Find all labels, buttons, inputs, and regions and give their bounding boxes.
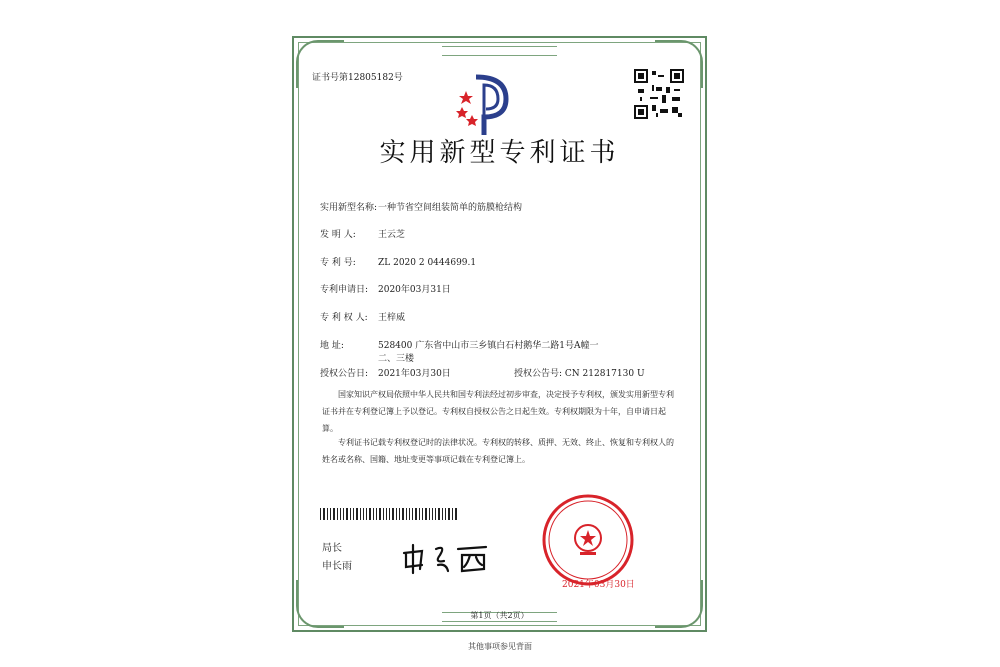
handwritten-signature [400, 541, 500, 575]
signature-title: 局长 [322, 543, 342, 554]
field-inventor [320, 227, 405, 240]
field-label: 实用新型名称: [320, 203, 378, 213]
field-label: 授权公告号: [514, 369, 563, 379]
field-label: 发 明 人: [320, 230, 356, 240]
field-value: 528400 广东省中山市三乡镇白石村鹅华二路1号A幢一 [378, 341, 599, 351]
field-value: 王梓威 [378, 313, 406, 323]
seal-date: 2021年03月30日 [562, 580, 635, 590]
field-patent-number [320, 255, 476, 268]
field-patentee [320, 310, 405, 323]
barcode [320, 508, 458, 520]
field-utility-name [320, 200, 522, 213]
field-label: 授权公告日: [320, 369, 369, 379]
field-label: 专 利 权 人: [320, 313, 368, 323]
field-value: 二、三楼 [378, 354, 415, 364]
field-value: CN 212817130 U [564, 369, 645, 379]
patent-certificate [292, 36, 707, 632]
field-grant-date [320, 366, 451, 379]
field-value: 一种节省空间组装简单的筋膜枪结构 [378, 203, 523, 213]
certificate-title: 实用新型专利证书 [379, 138, 620, 168]
field-label: 专 利 号: [320, 258, 356, 268]
certificate-number: 证书号第12805182号 [312, 73, 403, 83]
field-application-date [320, 282, 451, 295]
field-value: 2021年03月30日 [378, 369, 451, 379]
page-number: 第1页（共2页） [470, 611, 529, 620]
field-value: 王云芝 [378, 230, 406, 240]
field-value: ZL 2020 2 0444699.1 [378, 258, 477, 268]
grant-paragraph: 国家知识产权局依照中华人民共和国专利法经过初步审查，决定授予专利权，颁发实用新型专利证书并在专利登记簿上予以登记。专利权自授权公告之日起生效。专利权期限为十年，自申请日起算。 [322, 390, 674, 433]
field-label: 地 址: [320, 341, 344, 351]
field-announcement-number [514, 366, 645, 379]
field-address-continued [320, 351, 414, 364]
cnipa-logo [454, 71, 514, 141]
field-label: 专利申请日: [320, 285, 369, 295]
qr-code [634, 69, 684, 119]
back-page-note: 其他事项参见背面 [468, 642, 532, 651]
signature-name: 申长雨 [322, 561, 352, 572]
field-value: 2020年03月31日 [378, 285, 451, 295]
field-address [320, 338, 598, 351]
legal-status-paragraph: 专利证书记载专利权登记时的法律状况。专利权的转移、质押、无效、终止、恢复和专利权人的姓名或名称、国籍、地址变更等事项记载在专利登记簿上。 [322, 438, 674, 464]
top-ornament [442, 46, 557, 56]
official-seal [540, 492, 636, 588]
